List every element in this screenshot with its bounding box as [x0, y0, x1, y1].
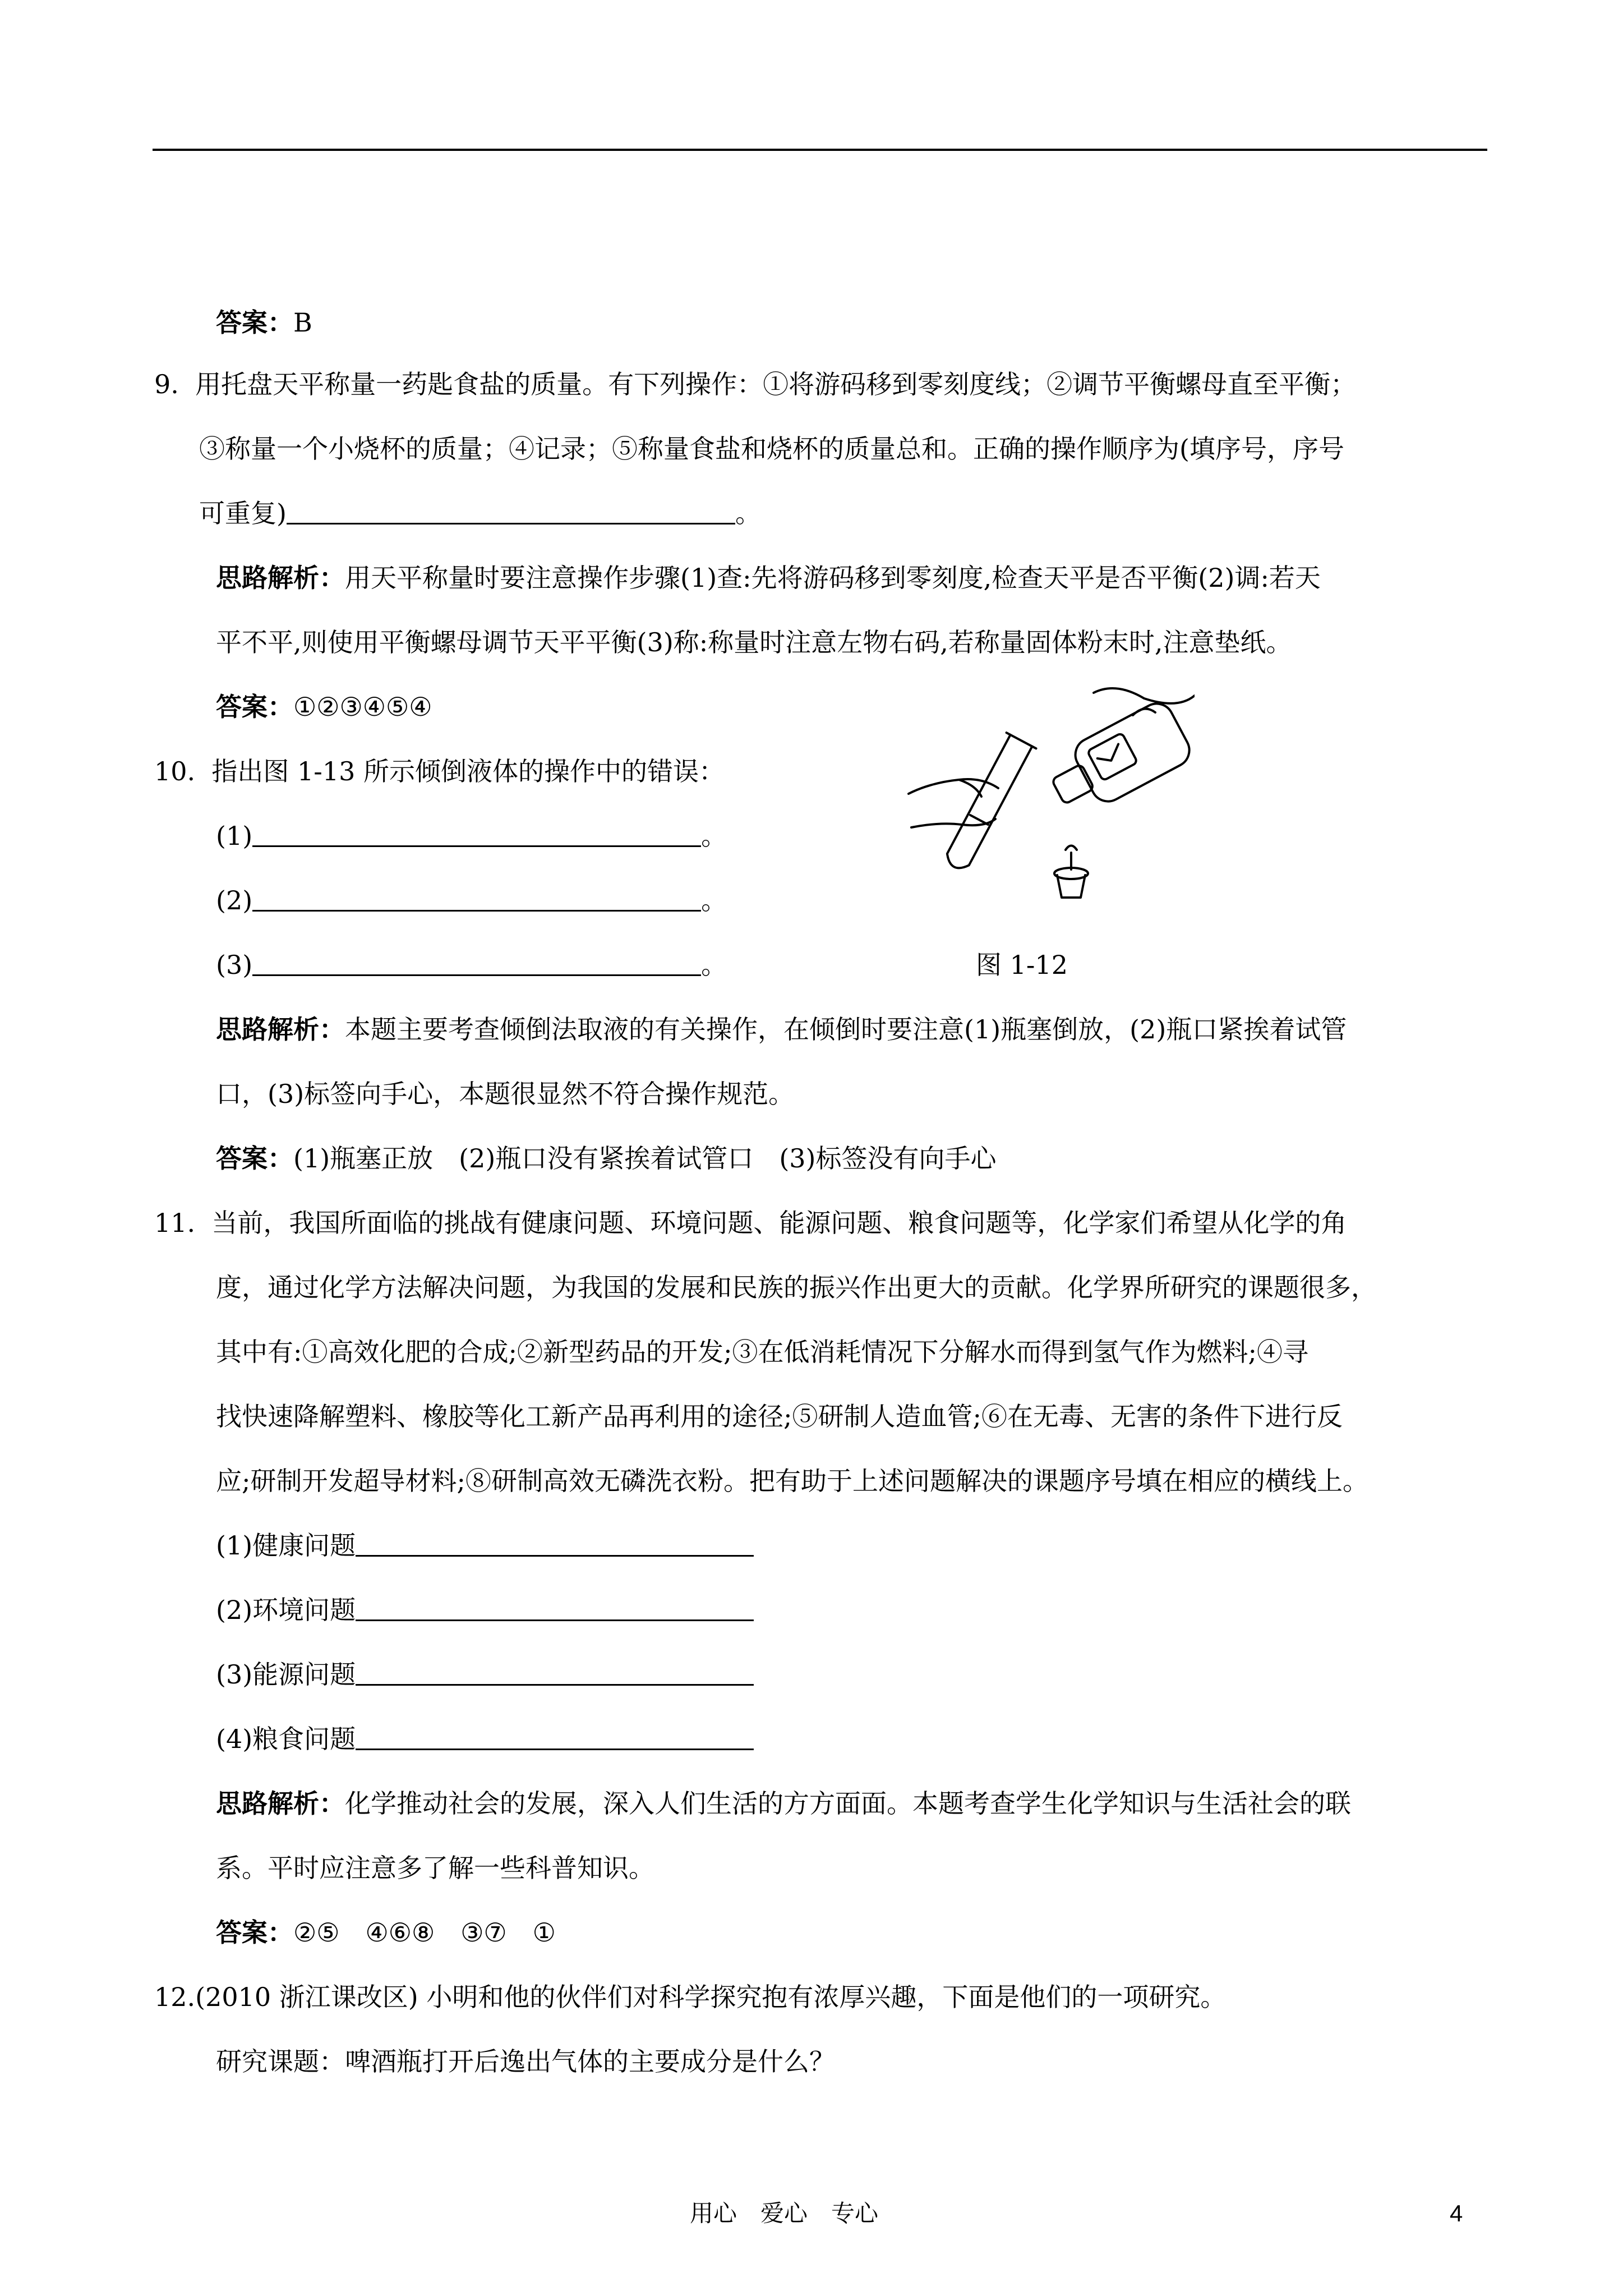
- q11-item-4: [216, 1722, 754, 1756]
- q10-analysis-2: 口，(3)标签向手心，本题很显然不符合操作规范。: [216, 1079, 795, 1109]
- q9-line3: [199, 496, 761, 530]
- q9-answer-value: ①②③④⑤④: [293, 692, 432, 722]
- q10-analysis-label: 思路解析：: [216, 1014, 345, 1045]
- q10-answer-blank-3[interactable]: [252, 950, 701, 976]
- q9-stem-1: 用托盘天平称量一药匙食盐的质量。有下列操作：①将游码移到零刻度线；②调节平衡螺母直至平衡；: [195, 369, 1357, 399]
- q11-line4: 找快速降解塑料、橡胶等化工新产品再利用的途径;⑤研制人造血管;⑥在无毒、无害的条件下进行反: [216, 1401, 1343, 1432]
- q11-answer-label: 答案：: [216, 1917, 293, 1948]
- q11-item-1: [216, 1529, 754, 1562]
- header-rule: [153, 149, 1487, 151]
- q10-blank-row-3: [216, 948, 727, 982]
- q9-answer: [216, 690, 432, 724]
- q10-answer-blank-1[interactable]: [252, 821, 701, 847]
- q10-stem: 指出图 1-13 所示倾倒液体的操作中的错误：: [211, 756, 725, 786]
- q10-blank-end-1: 。: [701, 821, 727, 851]
- q10-blank-end-2: 。: [701, 885, 727, 915]
- q11-analysis-label: 思路解析：: [216, 1788, 345, 1819]
- q10-blank-label-3: (3): [216, 950, 253, 980]
- q10-blank-row-1: [216, 819, 727, 853]
- q11-answer-blank-3[interactable]: [356, 1659, 754, 1686]
- q10-analysis-1: [216, 1013, 1347, 1046]
- q9-answer-blank[interactable]: [287, 498, 735, 524]
- q9-analysis-text-1: 用天平称量时要注意操作步骤(1)查:先将游码移到零刻度,检查天平是否平衡(2)调:若天: [345, 563, 1321, 593]
- q11-item-2: [216, 1593, 754, 1627]
- q11-item-label-3: (3)能源问题: [216, 1659, 356, 1690]
- q11-answer-value: ②⑤ ④⑥⑧ ③⑦ ①: [293, 1917, 556, 1948]
- q9-line3-text: 可重复): [199, 498, 287, 528]
- q11-analysis-1: [216, 1787, 1351, 1820]
- q9-line3-end: 。: [735, 498, 761, 528]
- q10-answer-value: (1)瓶塞正放 (2)瓶口没有紧挨着试管口 (3)标签没有向手心: [293, 1143, 997, 1174]
- q9-analysis-label: 思路解析：: [216, 563, 345, 593]
- q11-answer-blank-1[interactable]: [356, 1530, 754, 1557]
- q11-line2: 度，通过化学方法解决问题，为我国的发展和民族的振兴作出更大的贡献。化学界所研究的课题很多，: [216, 1272, 1377, 1303]
- bottle-hand: [1094, 688, 1195, 703]
- q11-analysis-text-1: 化学推动社会的发展，深入人们生活的方方面面。本题考查学生化学知识与生活社会的联: [345, 1788, 1351, 1819]
- q12-line1: [154, 1980, 1226, 2014]
- q10-blank-row-2: [216, 884, 727, 917]
- q11-answer-blank-2[interactable]: [356, 1595, 754, 1621]
- q9-answer-label: 答案：: [216, 692, 293, 722]
- q11-item-label-4: (4)粮食问题: [216, 1724, 356, 1754]
- q12-line2: 研究课题：啤酒瓶打开后逸出气体的主要成分是什么？: [216, 2046, 835, 2077]
- bottle-stopper: [1054, 846, 1088, 898]
- page-number: 4: [1450, 2200, 1463, 2226]
- q10-number: 10.: [154, 756, 196, 786]
- q11-line5: 应;研制开发超导材料;⑧研制高效无磷洗衣粉。把有助于上述问题解决的课题序号填在相应的横线上。: [216, 1466, 1368, 1496]
- q9-line2: ③称量一个小烧杯的质量；④记录；⑤称量食盐和烧杯的质量总和。正确的操作顺序为(填序号，序号: [199, 434, 1344, 464]
- q11-answer-blank-4[interactable]: [356, 1724, 754, 1750]
- test-tube: [939, 733, 1036, 875]
- q10-line1: [154, 754, 725, 788]
- q11-item-label-2: (2)环境问题: [216, 1595, 356, 1625]
- reagent-bottle: [1042, 698, 1195, 822]
- tube-hand: [909, 779, 998, 794]
- q10-blank-label-2: (2): [216, 885, 253, 915]
- figure-caption: 图 1-12: [976, 950, 1068, 980]
- pouring-liquid-figure: [903, 682, 1195, 940]
- q11-item-label-1: (1)健康问题: [216, 1530, 356, 1561]
- q11-line3: 其中有:①高效化肥的合成;②新型药品的开发;③在低消耗情况下分解水而得到氢气作为燃料;④寻: [216, 1337, 1308, 1367]
- q12-number: 12.: [154, 1982, 196, 2012]
- q11-analysis-2: 系。平时应注意多了解一些科普知识。: [216, 1853, 654, 1883]
- q12-stem-1: (2010 浙江课改区) 小明和他的伙伴们对科学探究抱有浓厚兴趣，下面是他们的一项研究。: [195, 1982, 1227, 2012]
- q9-analysis-1: [216, 561, 1321, 595]
- q10-blank-end-3: 。: [701, 950, 727, 980]
- q11-stem-1: 当前，我国所面临的挑战有健康问题、环境问题、能源问题、粮食问题等，化学家们希望从化学的角: [211, 1208, 1347, 1238]
- q8-answer: [216, 306, 312, 339]
- q11-number: 11.: [154, 1208, 196, 1238]
- q10-analysis-text-1: 本题主要考查倾倒法取液的有关操作，在倾倒时要注意(1)瓶塞倒放，(2)瓶口紧挨着试管: [345, 1014, 1347, 1045]
- footer-text: 用心 爱心 专心: [690, 2200, 879, 2227]
- q10-blank-label-1: (1): [216, 821, 253, 851]
- q9-analysis-2: 平不平,则使用平衡螺母调节天平平衡(3)称:称量时注意左物右码,若称量固体粉末时,注意垫纸。: [216, 627, 1292, 657]
- q11-answer: [216, 1916, 556, 1949]
- q11-item-3: [216, 1658, 754, 1691]
- q10-answer-label: 答案：: [216, 1143, 293, 1174]
- q8-answer-value: B: [293, 307, 312, 338]
- q10-answer: [216, 1142, 996, 1175]
- q10-answer-blank-2[interactable]: [252, 885, 701, 912]
- q9-line1: [154, 367, 1356, 401]
- q9-number: 9.: [154, 369, 179, 399]
- q11-line1: [154, 1206, 1347, 1240]
- q8-answer-label: 答案：: [216, 307, 293, 338]
